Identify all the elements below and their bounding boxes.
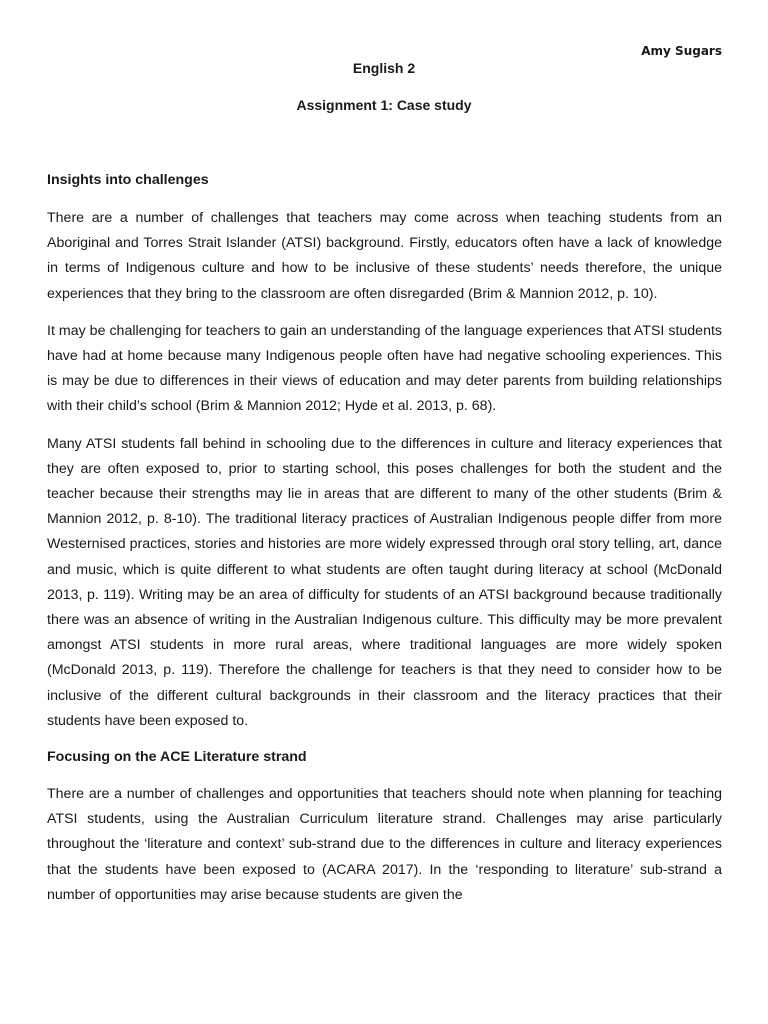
paragraph: There are a number of challenges that teachers may come across when teaching students from an Aboriginal and Torres Strait Islander (ATSI) background. Firstly, educators often have a lack of knowledge in terms of Indigenous culture and how to be inclusive of these students’ needs therefore, the unique experiences that they bring to the classroom are often disregarded (Brim & Mannion 2012, p. 10). — [47, 210, 722, 302]
paragraph: It may be challenging for teachers to gain an understanding of the language experiences that ATSI students have had at home because many Indigenous people often have had negative schooling experiences. This is may be due to differences in their views of education and may deter parents from building relationships with their child’s school (Brim & Mannion 2012; Hyde et al. 2013, p. 68). — [47, 322, 722, 415]
author-name: Amy Sugars — [641, 44, 722, 58]
paragraph: There are a number of challenges and opportunities that teachers should note when planning for teaching ATSI students, using the Australian Curriculum literature strand. Challenges may arise particularly throughout the ‘literature and context’ sub-strand due to the differences in culture and literacy experiences that the students have been exposed to (ACARA 2017). In the ‘responding to literature’ sub-strand a number of opportunities may arise because students are given the — [47, 786, 722, 903]
section-heading-literature-strand: Focusing on the ACE Literature strand — [47, 749, 307, 766]
course-title: English 2 — [352, 60, 416, 76]
document-body — [47, 168, 722, 908]
section-heading-challenges: Insights into challenges — [47, 172, 209, 188]
paragraph: Many ATSI students fall behind in schooling due to the differences in culture and literacy experiences that they are often exposed to, prior to starting school, this poses challenges for both the student and the teacher because their strengths may lie in areas that are different to many of the other students (Brim & Mannion 2012, p. 8-10). The traditional literacy practices of Australian Indigenous people differ from more Westernised practices, stories and histories are more widely expressed through oral story telling, art, dance and music, which is quite different to what students are often taught during literacy at school (McDonald 2013, p. 119). Writing may be an area of difficulty for students of an ATSI background because traditionally there was an absence of writing in the Australian Indigenous culture. This difficulty may be more prevalent amongst ATSI students in more rural areas, where traditional languages are more widely spoken (McDonald 2013, p. 119). Therefore the challenge for teachers is that they need to consider how to be inclusive of the different cultural backgrounds in their classroom and the literacy practices that their students have been exposed to. — [47, 435, 722, 729]
assignment-title: Assignment 1: Case study — [296, 97, 472, 113]
